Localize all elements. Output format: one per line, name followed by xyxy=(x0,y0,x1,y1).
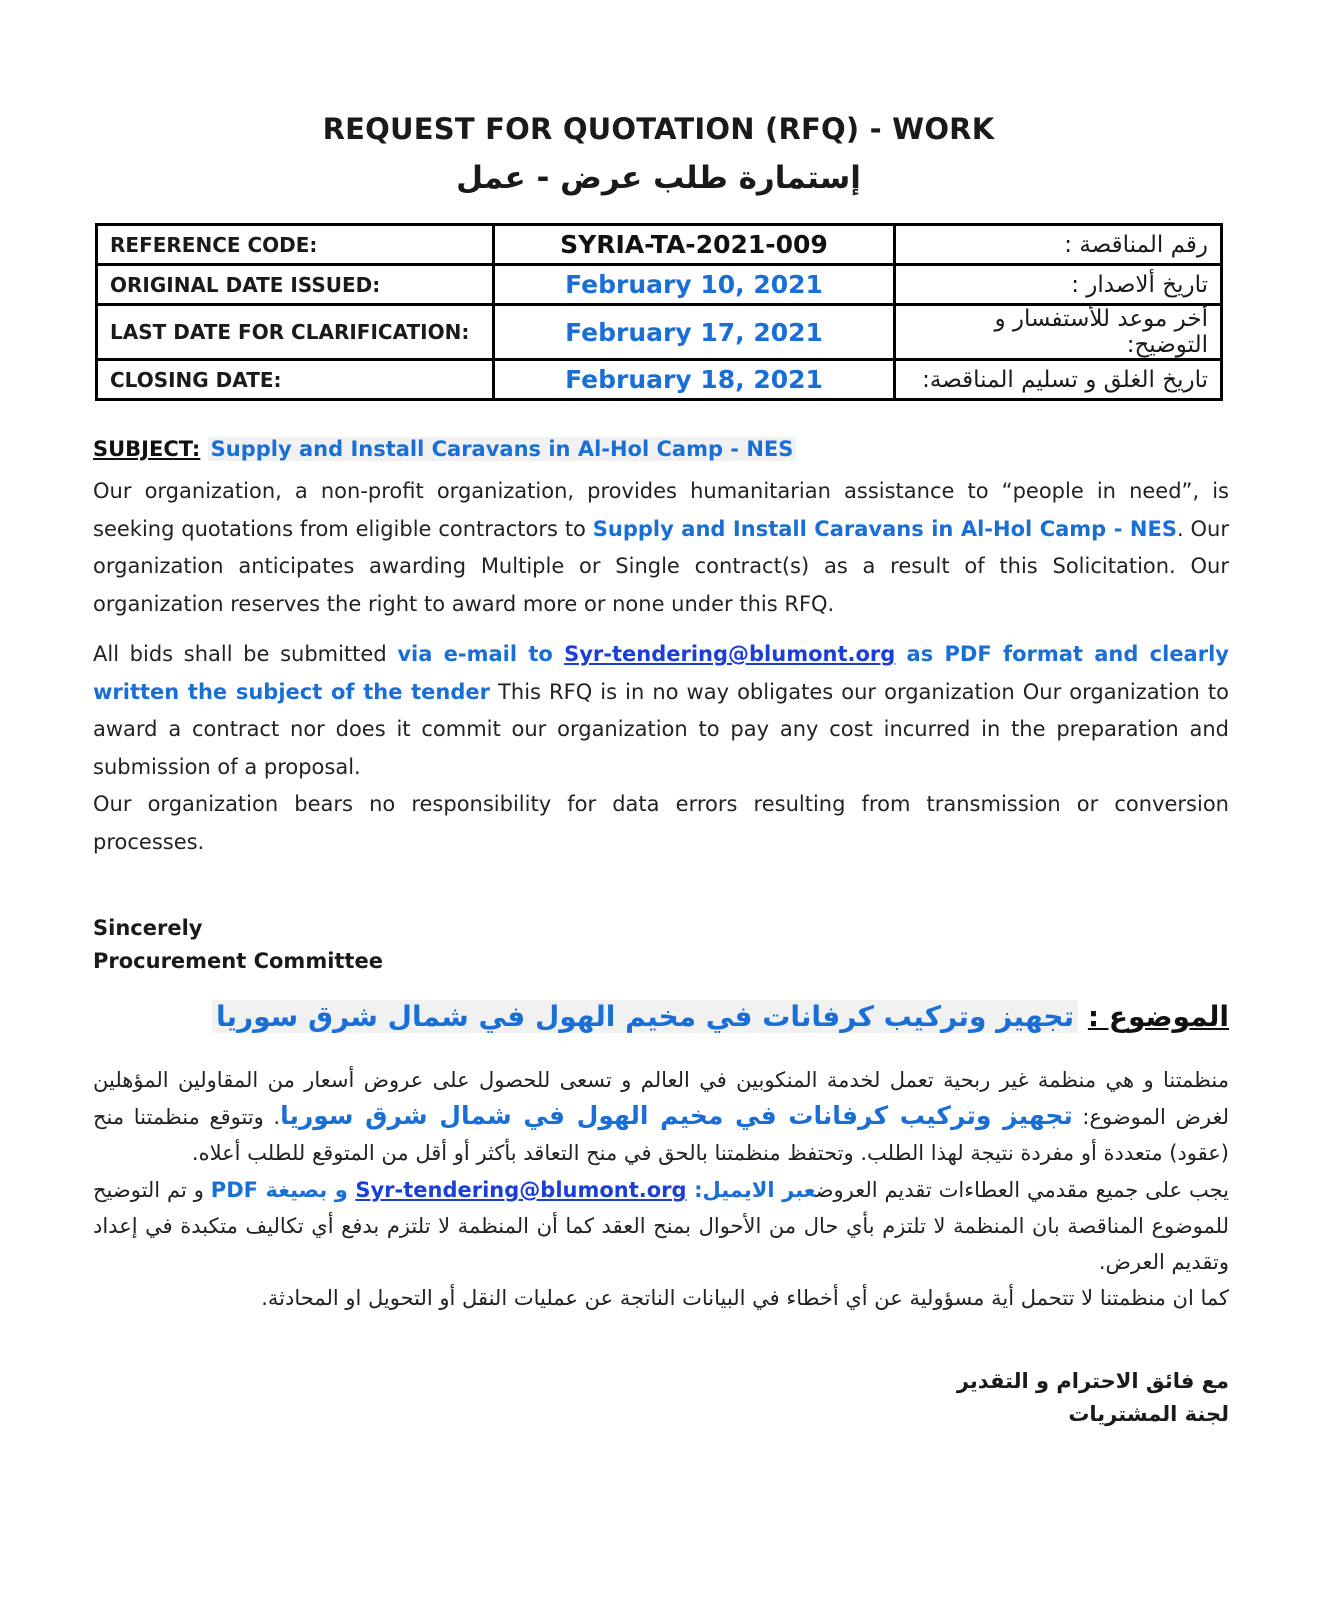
intro-paragraph-ar xyxy=(93,1062,1229,1171)
subject-label-ar: الموضوع : xyxy=(1087,1000,1229,1033)
subject-text-ar: تجهيز وتركيب كرفانات في مخيم الهول في شمال شرق سوريا xyxy=(212,1000,1078,1033)
reference-code-label: REFERENCE CODE: xyxy=(97,225,494,265)
tender-email-link-ar[interactable]: Syr-tendering@blumont.org xyxy=(355,1178,687,1202)
disclaimer-text: Our organization bears no responsibility for data errors resulting from transmission or conversion processes. xyxy=(93,792,1229,854)
reference-code-label-ar: رقم المناقصة : xyxy=(895,225,1222,265)
clarification-date-value: February 17, 2021 xyxy=(494,305,895,360)
submission-highlight-1: via e-mail to xyxy=(397,642,565,666)
submission-paragraph xyxy=(93,636,1229,861)
issue-date-label: ORIGINAL DATE ISSUED: xyxy=(97,265,494,305)
signature-block-ar xyxy=(957,1365,1229,1431)
signature-line-2-ar: لجنة المشتريات xyxy=(1068,1402,1229,1426)
table-row xyxy=(97,305,1222,360)
submission-text-2-ar: و تم التوضيح للموضوع المناقصة بان المنظمة لا تلتزم بأي حال من الأحوال بمنح العقد كما أن المنظمة لا تلتزم بدفع أي تكاليف متكبدة في إعداد وتقديم العرض. xyxy=(93,1178,1229,1274)
submission-text-2: This RFQ is in no way obligates our organization Our organization to award a contract nor does it commit our organization to pay any cost incurred in the preparation and submission of a proposal. xyxy=(93,679,1229,779)
subject-line-ar xyxy=(212,1000,1229,1033)
subject-label: SUBJECT: xyxy=(93,437,201,461)
submission-paragraph-ar xyxy=(93,1172,1229,1316)
closing-date-label: CLOSING DATE: xyxy=(97,360,494,400)
disclaimer-text-ar: كما ان منظمتنا لا تتحمل أية مسؤولية عن أي أخطاء في البيانات الناتجة عن عمليات النقل أو التحويل او المحادثة. xyxy=(261,1286,1229,1310)
reference-table xyxy=(95,223,1223,401)
reference-code-value: SYRIA-TA-2021-009 xyxy=(494,225,895,265)
intro-paragraph xyxy=(93,473,1229,623)
submission-highlight-2: as PDF format and clearly written the subject of the tender xyxy=(93,642,1229,704)
intro-highlight: Supply and Install Caravans in Al-Hol Camp - NES xyxy=(592,516,1177,541)
signature-line-2: Procurement Committee xyxy=(93,949,383,973)
title-english: REQUEST FOR QUOTATION (RFQ) - WORK xyxy=(322,112,995,146)
closing-date-label-ar: تاريخ الغلق و تسليم المناقصة: xyxy=(895,360,1222,400)
subject-text: Supply and Install Caravans in Al-Hol Camp - NES xyxy=(208,437,797,461)
signature-block xyxy=(93,912,383,978)
submission-text-1: All bids shall be submitted xyxy=(93,642,398,666)
submission-text-1-ar: يجب على جميع مقدمي العطاءات تقديم العروض xyxy=(815,1178,1230,1202)
intro-highlight-ar: تجهيز وتركيب كرفانات في مخيم الهول في شمال شرق سوريا xyxy=(280,1101,1073,1130)
table-row xyxy=(97,265,1222,305)
table-row xyxy=(97,360,1222,400)
submission-highlight-2-ar: و بصيغة PDF xyxy=(210,1178,356,1202)
intro-text-1: Our organization, a non-profit organization, provides humanitarian assistance to “people in need”, is seeking quotations from eligible contractors to xyxy=(93,479,1229,541)
signature-line-1: Sincerely xyxy=(93,916,203,940)
signature-line-1-ar: مع فائق الاحترام و التقدير xyxy=(956,1369,1229,1393)
intro-text-2-ar: . وتتوقع منظمتنا منح (عقود) متعددة أو مفردة نتيجة لهذا الطلب. وتحتفظ منظمتنا بالحق في منح التعاقد بأكثر أو أقل من المتوقع للطلب أعلاه. xyxy=(93,1105,1229,1165)
submission-highlight-1-ar: عبر الايميل: xyxy=(686,1178,816,1202)
subject-line xyxy=(93,437,796,461)
issue-date-label-ar: تاريخ ألاصدار : xyxy=(895,265,1222,305)
tender-email-link[interactable]: Syr-tendering@blumont.org xyxy=(564,642,896,666)
intro-text-2: . Our organization anticipates awarding Multiple or Single contract(s) as a result of this Solicitation. Our organization reserves the right to award more or none under this RFQ. xyxy=(93,516,1229,616)
clarification-date-label-ar: أخر موعد للأستفسار و التوضيح: xyxy=(895,305,1222,360)
intro-text-1-ar: منظمتنا و هي منظمة غير ربحية تعمل لخدمة المنكوبين في العالم و تسعى للحصول على عروض أسعار من المقاولين المؤهلين لغرض الموضوع: xyxy=(93,1068,1229,1129)
issue-date-value: February 10, 2021 xyxy=(494,265,895,305)
title-arabic: إستمارة طلب عرض - عمل xyxy=(456,160,861,196)
closing-date-value: February 18, 2021 xyxy=(494,360,895,400)
clarification-date-label: LAST DATE FOR CLARIFICATION: xyxy=(97,305,494,360)
table-row xyxy=(97,225,1222,265)
